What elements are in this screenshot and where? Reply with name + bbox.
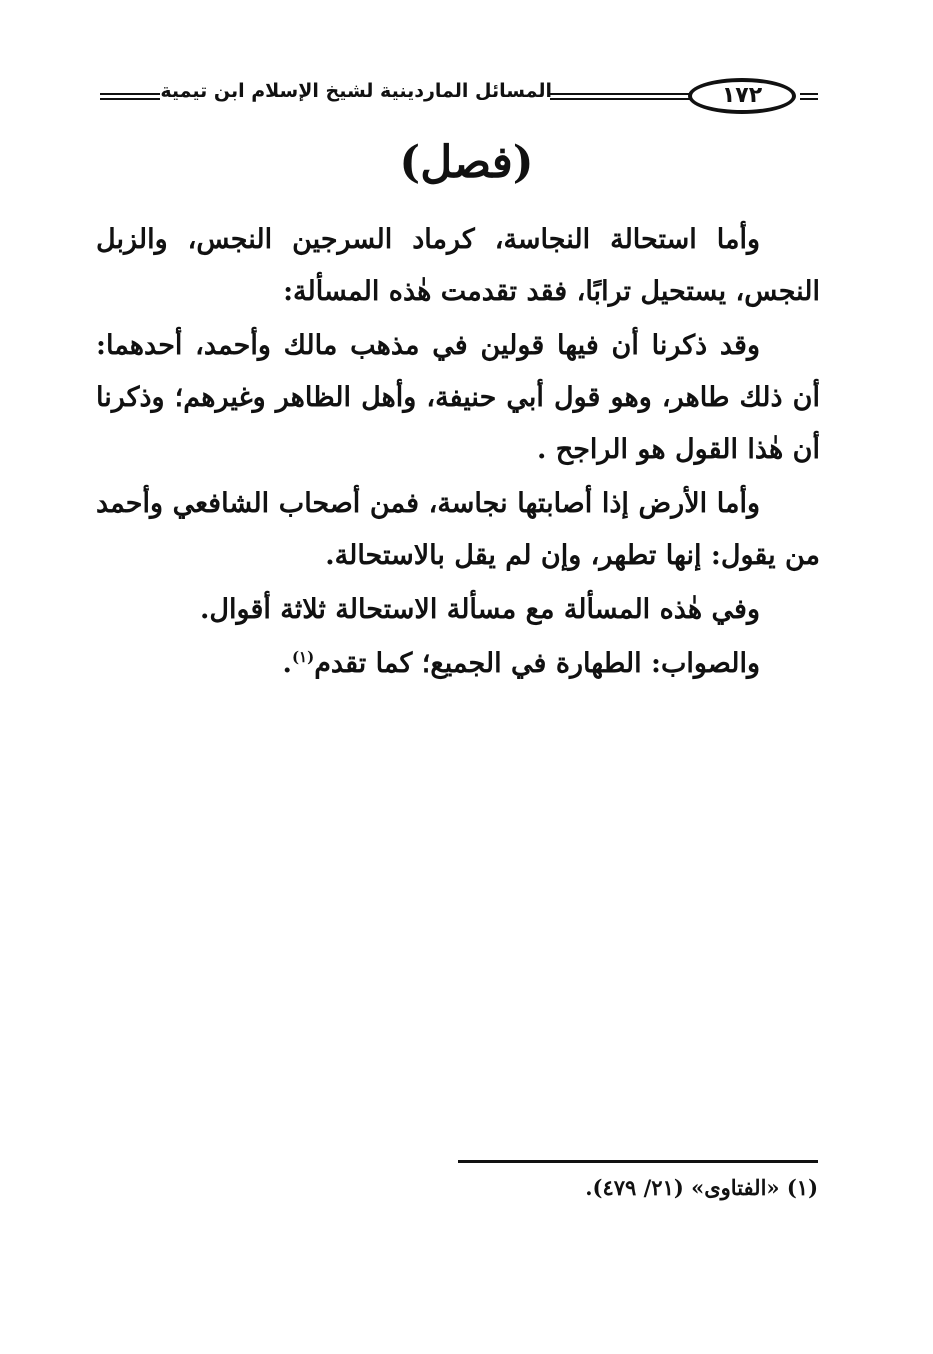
section-heading: (فصل) bbox=[399, 137, 534, 188]
page-number: ١٧٢ bbox=[688, 78, 796, 114]
paragraph-5-text: والصواب: الطهارة في الجميع؛ كما تقدم bbox=[314, 648, 760, 679]
book-title: المسائل الماردينية لشيخ الإسلام ابن تيمية bbox=[160, 80, 552, 102]
body-text bbox=[96, 214, 820, 690]
running-header bbox=[100, 76, 818, 120]
header-rule-left bbox=[100, 93, 160, 100]
paragraph-3: وأما الأرض إذا أصابتها نجاسة، فمن أصحاب الشافعي وأحمد من يقول: إنها تطهر، وإن لم يقل بالاستحالة. bbox=[96, 488, 820, 571]
paragraph-2: وقد ذكرنا أن فيها قولين في مذهب مالك وأحمد، أحدهما: أن ذلك طاهر، وهو قول أبي حنيفة، وأهل الظاهر وغيرهم؛ وذكرنا أن هٰذا القول هو الراجح . bbox=[96, 330, 820, 465]
paragraph-5 bbox=[96, 638, 820, 690]
footnote: (١) «الفتاوى» (٢١/ ٤٧٩). bbox=[585, 1175, 818, 1200]
footnote-reference[interactable]: (١) bbox=[291, 648, 315, 666]
paragraph-4: وفي هٰذه المسألة مع مسألة الاستحالة ثلاثة أقوال. bbox=[200, 594, 760, 625]
footnote-divider bbox=[458, 1160, 818, 1163]
paragraph-1: وأما استحالة النجاسة، كرماد السرجين النجس، والزبل النجس، يستحيل ترابًا، فقد تقدمت هٰذه المسألة: bbox=[96, 224, 820, 307]
paragraph-5-end: . bbox=[282, 648, 292, 679]
header-rule-right bbox=[800, 93, 818, 100]
